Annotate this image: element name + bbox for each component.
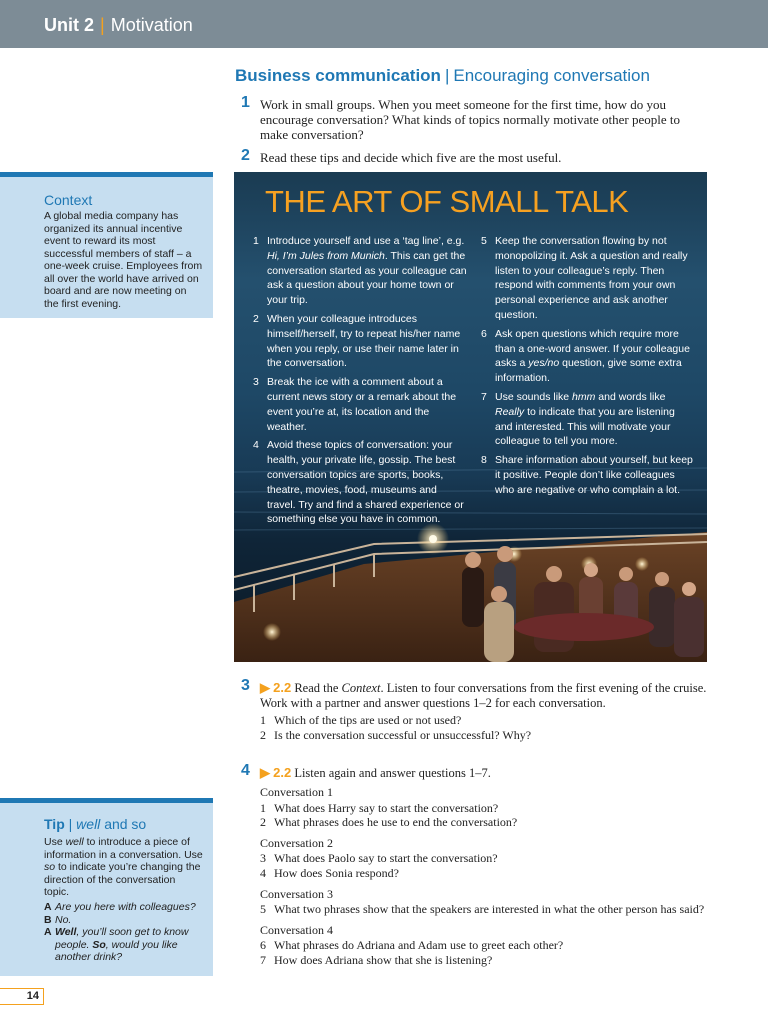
context-box <box>0 172 213 318</box>
unit-topic: Motivation <box>110 15 193 35</box>
task-3-instruction: . Listen to four conversations from the first evening of the cruise. Work with a partner and answer questions 1–2 for each conversation. <box>260 681 707 710</box>
question-text: What does Harry say to start the conversation? <box>274 800 499 815</box>
tip-number: 4 <box>253 439 259 452</box>
tip-text <box>44 836 203 899</box>
task-4 <box>241 762 711 968</box>
task-2-text: Read these tips and decide which five are the most useful. <box>260 150 562 165</box>
tip-box <box>0 798 213 976</box>
deck-lamp <box>635 557 649 571</box>
unit-label <box>44 15 193 36</box>
example-text: No. <box>55 913 72 926</box>
tip-title-separator: | <box>68 816 73 832</box>
tip-text: to indicate that you are listening and interested. This will motivate your colleague to tell you more. <box>495 405 675 448</box>
page-number: 14 <box>0 988 44 1005</box>
section-title-main: Business communication <box>235 66 441 85</box>
tip-item <box>481 327 693 386</box>
tip-title <box>44 816 203 832</box>
tip-title-well: well <box>76 816 101 832</box>
question-item <box>260 851 711 866</box>
tip-text: and words like <box>595 390 666 403</box>
task-3-number: 3 <box>241 677 250 694</box>
deck-lamp <box>263 623 281 641</box>
tip-text: question, give some extra information. <box>495 357 682 385</box>
example-text: , would you like another drink? <box>55 938 178 964</box>
example-text: , you’ll soon get to know people. <box>55 926 189 951</box>
example-bold: So <box>92 938 106 951</box>
tip-italic: Really <box>495 405 525 418</box>
audio-track-number: 2.2 <box>273 765 292 780</box>
deck-lamp-bulb <box>429 535 437 543</box>
tip-italic: yes/no <box>528 357 560 370</box>
tip-text: When your colleague introduces himself/herself, try to repeat his/her name when you reply, or use their name later in the conversation. <box>267 312 461 370</box>
task-3-instruction: Read the <box>294 681 342 695</box>
art-title: THE ART OF SMALL TALK <box>265 184 629 219</box>
section-title <box>235 66 650 86</box>
speaker-label: A <box>44 926 52 939</box>
small-talk-panel <box>234 172 707 662</box>
question-number: 7 <box>260 952 266 967</box>
question-item <box>260 815 711 830</box>
tip-italic: hmm <box>572 390 596 403</box>
tip-text: Introduce yourself and use a ‘tag line’, e.g. <box>267 235 465 247</box>
tip-number: 2 <box>253 312 259 325</box>
tip-text: Keep the conversation flowing by not monopolizing it. Ask a question and really listen to your colleague’s reply. Then respond with comments from your own personal experience and ask another question. <box>495 235 688 321</box>
task-4-instruction: Listen again and answer questions 1–7. <box>294 766 491 780</box>
tips-right-column <box>481 234 693 502</box>
tip-item <box>481 390 693 449</box>
question-number: 1 <box>260 800 266 815</box>
question-text: Is the conversation successful or unsuccessful? Why? <box>274 727 532 742</box>
task-4-text <box>241 762 711 781</box>
question-text: How does Sonia respond? <box>274 865 399 880</box>
example-bold: Well <box>55 926 77 939</box>
tip-text-italic: well <box>65 836 84 848</box>
tip-title-and-so: and so <box>104 816 147 832</box>
task-2 <box>241 147 711 165</box>
tip-item <box>481 234 693 323</box>
tip-text: Share information about yourself, but keep it positive. People don’t like colleagues who are negative or who complain a lot. <box>495 454 693 496</box>
conversation-heading: Conversation 3 <box>260 886 333 901</box>
tip-title-word: Tip <box>44 816 65 832</box>
tip-text: Avoid these topics of conversation: your health, your private life, gossip. The best conversation topics are sports, books, theatre, movies, food, museums and travel. Try and find a shared experience or something else you have in common. <box>267 439 464 526</box>
tip-item <box>253 375 467 434</box>
unit-number: Unit 2 <box>44 15 95 35</box>
tip-text: . This can get the conversation started as your colleague can ask a question about your home town or your trip. <box>267 249 467 307</box>
conversation-heading: Conversation 4 <box>260 922 333 937</box>
question-text: What phrases does he use to end the conversation? <box>274 815 518 830</box>
task-1-number: 1 <box>241 94 250 111</box>
question-item <box>260 938 711 953</box>
tip-text: Break the ice with a comment about a current news story or a remark about the event you’re at, its location and the weather. <box>267 376 457 433</box>
tip-text-italic: so <box>44 861 56 874</box>
tip-text-part: to indicate you’re changing the direction of the conversation topic. <box>44 861 201 899</box>
conversation-heading: Conversation 2 <box>260 835 333 850</box>
question-text: What two phrases show that the speakers are interested in what the other person has said? <box>274 902 705 917</box>
question-number: 1 <box>260 713 266 727</box>
question-item <box>260 713 711 728</box>
tip-number: 1 <box>253 235 259 247</box>
audio-track-number: 2.2 <box>273 680 292 695</box>
tip-item <box>253 312 467 371</box>
tip-number: 8 <box>481 454 487 467</box>
tip-text-part: Use <box>44 836 66 848</box>
tip-text: Use sounds like <box>495 390 573 403</box>
context-text: A global media company has organized its annual incentive event to reward its most successful members of staff – a one-week cruise. Employees from all over the world have arrived on board and are now meeting on the first evening. <box>44 210 203 310</box>
context-title: Context <box>44 192 93 208</box>
section-title-sub: Encouraging conversation <box>453 66 650 85</box>
tip-number: 3 <box>253 376 259 389</box>
tip-number: 5 <box>481 235 487 247</box>
tip-text-part: to introduce a piece of information in a conversation. Use <box>44 836 203 861</box>
unit-header-bar <box>0 0 768 48</box>
conversation-heading: Conversation 1 <box>260 785 333 799</box>
tip-item <box>253 438 467 527</box>
question-item <box>260 801 711 816</box>
speaker-label: A <box>44 900 52 913</box>
question-item <box>260 953 711 968</box>
tip-item <box>253 234 467 308</box>
section-title-separator: | <box>444 66 450 85</box>
task-1 <box>241 94 711 142</box>
tip-example-line <box>44 926 203 964</box>
task-4-number: 4 <box>241 762 250 779</box>
tip-italic: Hi, I’m Jules from Munich <box>267 249 385 262</box>
question-number: 2 <box>260 815 266 830</box>
audio-play-icon[interactable]: ▶ <box>260 680 270 695</box>
question-text: How does Adriana show that she is listening? <box>274 952 493 967</box>
task-4-questions <box>241 785 711 968</box>
question-text: What phrases do Adriana and Adam use to greet each other? <box>274 938 564 953</box>
audio-play-icon[interactable]: ▶ <box>260 765 270 780</box>
tip-number: 7 <box>481 390 487 403</box>
speaker-label: B <box>44 913 52 926</box>
tip-number: 6 <box>481 327 487 340</box>
tip-text: Ask open questions which require more than a one-word answer. If your colleague asks a <box>495 327 690 370</box>
tip-example-line <box>44 914 203 927</box>
tip-item <box>481 453 693 497</box>
question-text: What does Paolo say to start the conversation? <box>274 851 498 866</box>
task-3-context-word: Context <box>341 681 381 695</box>
question-text: Which of the tips are used or not used? <box>274 713 462 727</box>
question-number: 4 <box>260 865 266 880</box>
header-separator: | <box>100 15 105 35</box>
task-3-questions <box>241 713 711 742</box>
example-text: Are you here with colleagues? <box>55 900 196 913</box>
question-item <box>260 728 711 743</box>
question-item <box>260 902 711 917</box>
task-3-text <box>241 677 711 711</box>
task-2-number: 2 <box>241 147 250 164</box>
tip-example-line <box>44 901 203 914</box>
task-1-text: Work in small groups. When you meet someone for the first time, how do you encourage conversation? What kinds of topics normally motivate other people to make conversation? <box>260 97 680 142</box>
task-3 <box>241 677 711 742</box>
question-item <box>260 866 711 881</box>
question-number: 5 <box>260 902 266 917</box>
tips-left-column <box>253 234 467 531</box>
question-number: 6 <box>260 938 266 953</box>
question-number: 2 <box>260 727 266 742</box>
question-number: 3 <box>260 851 266 866</box>
